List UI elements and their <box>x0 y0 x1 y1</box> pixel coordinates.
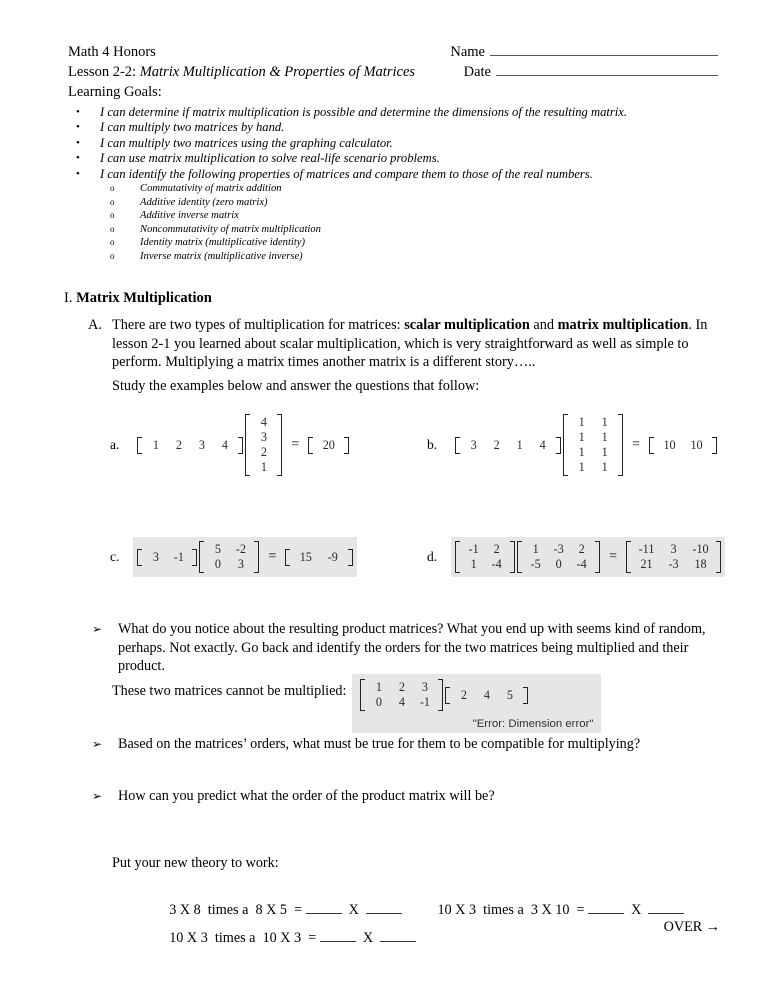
list-item <box>68 136 748 151</box>
matrix-cell: -11 <box>638 542 655 556</box>
matrix-cell: -4 <box>576 557 587 571</box>
answer-blank[interactable] <box>380 928 416 942</box>
matrix-row <box>570 415 616 430</box>
matrix-cell: 20 <box>322 437 335 452</box>
matrix-row <box>462 438 554 453</box>
matrix-row <box>524 542 593 557</box>
goal-text: I can multiply two matrices by hand. <box>100 120 285 135</box>
matrix-rows <box>631 541 716 573</box>
matrix-cell: 1 <box>516 437 523 452</box>
matrix-row <box>315 438 342 453</box>
equals-sign: = <box>268 549 277 564</box>
matrix-cell: 1 <box>578 415 585 429</box>
matrix-cell: 2 <box>493 542 500 556</box>
matrix-cell: 4 <box>398 695 405 709</box>
matrix-cell: -2 <box>235 542 246 556</box>
sub-goal-text: Identity matrix (multiplicative identity) <box>140 237 306 249</box>
item-marker-a: A. <box>88 317 102 333</box>
term-matrix-multiplication: matrix multiplication <box>557 317 689 333</box>
bullet-icon: • <box>76 167 80 180</box>
matrix-rows <box>365 679 438 711</box>
arrow-bullet-icon: ➢ <box>92 737 103 751</box>
bracket-right-icon <box>716 541 721 573</box>
sub-goal-text: Commutativity of matrix addition <box>140 183 282 195</box>
list-item <box>68 105 748 120</box>
matrix-row <box>524 557 593 572</box>
section-numeral: I. <box>64 290 73 306</box>
bullet-icon: • <box>76 106 80 118</box>
list-item <box>68 250 748 264</box>
matrix-rows <box>460 541 510 573</box>
matrix-b-left <box>455 436 561 455</box>
matrix-cell: 4 <box>483 687 490 702</box>
matrix-cell: 0 <box>214 557 221 571</box>
lesson-name: Matrix Multiplication & Properties of Matrices <box>139 64 416 80</box>
bracket-right-icon <box>192 549 197 566</box>
matrix-cell: -4 <box>491 557 502 571</box>
matrix-cell: 4 <box>221 437 228 452</box>
example-b <box>427 410 721 480</box>
matrix-cell: 0 <box>375 695 382 709</box>
matrix-cell: 1 <box>375 680 382 694</box>
matrix-row <box>206 542 252 557</box>
example-label-b: b. <box>427 437 438 452</box>
goal-text: I can identify the following properties of matrices and compare them to those of the real numbers. <box>100 166 593 181</box>
matrix-rows <box>522 541 595 573</box>
matrix-cell: 1 <box>578 445 585 459</box>
name-label: Name <box>450 44 485 60</box>
matrix-row <box>206 557 252 572</box>
matrix-cell: 1 <box>470 557 477 571</box>
bullet-icon: • <box>76 152 80 165</box>
matrix-cell: 15 <box>299 549 312 564</box>
matrix-cell: 2 <box>175 437 182 452</box>
learning-goals-list <box>68 105 748 264</box>
matrix-cell: 3 <box>421 680 428 694</box>
matrix-row <box>144 438 236 453</box>
matrix-cannot-left <box>360 678 443 712</box>
matrix-c-result <box>285 548 353 567</box>
matrix-row <box>144 550 190 565</box>
matrix-cell: 2 <box>578 542 585 556</box>
matrix-cell: -5 <box>530 557 541 571</box>
matrix-row <box>292 550 346 565</box>
matrix-rows <box>313 437 344 454</box>
learning-goals-title: Learning Goals: <box>68 84 162 100</box>
example-b-expression <box>451 410 721 480</box>
goal-text: I can determine if matrix multiplication is possible and determine the dimensions of the resulting matrix. <box>100 105 628 119</box>
matrix-row <box>462 557 508 572</box>
example-c-expression <box>133 537 357 577</box>
date-label: Date <box>463 64 491 80</box>
matrix-rows <box>250 414 277 476</box>
equals-sign: = <box>609 549 618 564</box>
term-scalar-multiplication: scalar multiplication <box>404 317 530 333</box>
section-title: Matrix Multiplication <box>76 290 212 306</box>
bracket-right-icon <box>523 687 528 704</box>
list-item <box>68 196 748 210</box>
matrix-row <box>367 695 436 710</box>
equals-sign: = <box>291 437 300 452</box>
matrix-row <box>252 415 275 430</box>
matrix-cell: 2 <box>460 687 467 702</box>
bracket-right-icon <box>344 437 349 454</box>
matrix-row <box>462 542 508 557</box>
bullet-icon: • <box>76 121 80 134</box>
question-1-text: What do you notice about the resulting product matrices? What you end up with seems kind of random, perhaps. Not exactly. Go back and identify the orders for the two matrices being multiplied and their product. <box>118 621 706 675</box>
goal-text: I can multiply two matrices using the graphing calculator. <box>100 135 393 150</box>
matrix-cell: 3 <box>152 549 159 564</box>
matrix-cell: 1 <box>601 445 608 459</box>
list-item <box>68 182 748 196</box>
matrix-cell: -3 <box>668 557 679 571</box>
matrix-cannot-right <box>445 686 528 705</box>
matrix-cell: 1 <box>601 430 608 444</box>
matrix-cell: 3 <box>260 430 267 444</box>
list-item <box>68 120 748 135</box>
lesson-number: Lesson 2-2: <box>68 64 137 80</box>
matrix-cell: 0 <box>555 557 562 571</box>
matrix-a-result <box>308 436 349 455</box>
sub-goal-text: Additive inverse matrix <box>140 210 239 222</box>
bracket-right-icon <box>510 541 515 573</box>
answer-blank[interactable] <box>648 900 684 914</box>
example-d <box>427 537 725 577</box>
theory-line-2 <box>155 911 416 964</box>
question-2 <box>92 735 732 754</box>
example-c <box>110 537 357 577</box>
name-field-group <box>450 42 718 62</box>
list-item <box>68 151 748 166</box>
matrix-cell: -1 <box>173 549 184 564</box>
matrix-rows <box>142 437 238 454</box>
lesson-title-group <box>68 63 464 82</box>
goal-text: I can use matrix multiplication to solve real-life scenario problems. <box>100 151 440 166</box>
example-label-c: c. <box>110 549 120 564</box>
matrix-rows <box>568 414 618 476</box>
matrix-rows <box>654 437 712 454</box>
bracket-right-icon <box>238 437 243 454</box>
bracket-right-icon <box>556 437 561 454</box>
example-a <box>110 410 353 480</box>
matrix-cell: 2 <box>398 680 405 694</box>
cannot-multiply-label: These two matrices cannot be multiplied: <box>112 683 347 699</box>
matrix-cell: -1 <box>468 542 479 556</box>
equals-sign: = <box>632 437 641 452</box>
sub-goal-text: Noncommutativity of matrix multiplication <box>140 223 321 235</box>
matrix-cell: 10 <box>663 437 676 452</box>
date-input-line[interactable] <box>496 62 718 76</box>
matrix-row <box>252 430 275 445</box>
matrix-cell: 1 <box>601 460 608 474</box>
matrix-cell: 5 <box>214 542 221 556</box>
times-symbol: X <box>631 902 642 918</box>
circle-bullet-icon: o <box>110 210 115 221</box>
para-a-text-3: . In lesson 2-1 you learned about scalar multiplication, which is very straightforward as well as simple to perform. Multiplying a matrix times another matrix is a different story….. <box>112 317 708 371</box>
bracket-right-icon <box>712 437 717 454</box>
bullet-icon: • <box>76 136 80 149</box>
matrix-cell: -10 <box>692 542 709 556</box>
times-symbol: X <box>362 930 374 946</box>
theory-practice-title: Put your new theory to work: <box>112 855 279 871</box>
error-expression <box>360 678 593 712</box>
question-3 <box>92 787 732 806</box>
list-item <box>68 167 748 182</box>
matrix-cell: 4 <box>539 437 546 452</box>
matrix-cell: 2 <box>493 437 500 452</box>
matrix-b-result <box>649 436 717 455</box>
matrix-row <box>656 438 710 453</box>
calculator-error-box <box>352 674 601 733</box>
circle-bullet-icon: o <box>110 251 115 261</box>
matrix-a-right <box>245 413 282 477</box>
sub-goal-text: Inverse matrix (multiplicative inverse) <box>140 251 303 262</box>
theory-problem-3-prompt: 10 X 3 times a 10 X 3 = <box>169 930 320 946</box>
list-item <box>68 236 748 250</box>
circle-bullet-icon: o <box>110 183 115 194</box>
paragraph-a <box>88 316 724 372</box>
matrix-d-result <box>626 540 721 574</box>
matrix-d-right <box>517 540 600 574</box>
course-title: Math 4 Honors <box>68 44 156 60</box>
matrix-cell: 1 <box>578 460 585 474</box>
error-message: "Error: Dimension error" <box>472 718 594 730</box>
study-instruction: Study the examples below and answer the questions that follow: <box>112 378 480 394</box>
matrix-cell: 4 <box>260 415 267 429</box>
matrix-row <box>633 542 714 557</box>
matrix-cell: 21 <box>640 557 653 571</box>
matrix-row <box>633 557 714 572</box>
question-3-text: How can you predict what the order of the product matrix will be? <box>118 788 495 804</box>
times-symbol: X <box>348 902 359 918</box>
paragraph-a-body <box>112 316 724 372</box>
section-heading <box>64 290 212 307</box>
over-page-indicator: OVER → <box>663 919 720 935</box>
theory-problem-1-prompt: 3 X 8 times a 8 X 5 = <box>169 902 306 918</box>
matrix-d-left <box>455 540 515 574</box>
matrix-row <box>367 680 436 695</box>
example-label-a: a. <box>110 437 120 452</box>
matrix-cell: 3 <box>670 542 677 556</box>
header-row-1 <box>68 42 718 62</box>
answer-blank[interactable] <box>588 900 624 914</box>
matrix-c-right <box>199 540 259 574</box>
matrix-c-left <box>137 548 197 567</box>
arrow-bullet-icon: ➢ <box>92 789 103 803</box>
matrix-cell: 3 <box>237 557 244 571</box>
question-1 <box>92 620 732 676</box>
example-d-expression <box>451 537 725 577</box>
matrix-cell: 1 <box>601 415 608 429</box>
document-header <box>68 42 718 82</box>
matrix-rows <box>204 541 254 573</box>
matrix-row <box>252 445 275 460</box>
matrix-b-right <box>563 413 623 477</box>
date-field-group <box>464 62 718 82</box>
bracket-right-icon <box>254 541 259 573</box>
name-input-line[interactable] <box>490 42 718 56</box>
matrix-row <box>570 460 616 475</box>
answer-blank[interactable] <box>320 928 356 942</box>
matrix-rows <box>460 437 556 454</box>
matrix-cell: -9 <box>327 549 338 564</box>
matrix-cell: 1 <box>578 430 585 444</box>
matrix-rows <box>142 549 192 566</box>
matrix-cell: 5 <box>506 687 513 702</box>
circle-bullet-icon: o <box>110 196 115 207</box>
list-item <box>68 209 748 223</box>
sub-goal-text: Additive identity (zero matrix) <box>140 196 268 208</box>
matrix-cell: 18 <box>694 557 707 571</box>
bracket-right-icon <box>618 414 623 476</box>
matrix-cell: 10 <box>690 437 703 452</box>
matrix-a-left <box>137 436 243 455</box>
bracket-right-icon <box>348 549 353 566</box>
bracket-right-icon <box>438 679 443 711</box>
theory-problem-2-prompt: 10 X 3 times a 3 X 10 = <box>437 902 589 918</box>
list-item <box>68 223 748 237</box>
matrix-row <box>452 688 521 703</box>
header-row-2 <box>68 62 718 82</box>
para-a-text-2: and <box>529 317 558 333</box>
arrow-bullet-icon: ➢ <box>92 622 103 636</box>
matrix-cell: 1 <box>532 542 539 556</box>
matrix-row <box>570 445 616 460</box>
example-label-d: d. <box>427 549 438 564</box>
para-a-text-1: There are two types of multiplication for matrices: <box>112 317 405 333</box>
matrix-cell: -1 <box>419 695 430 709</box>
matrix-rows <box>450 687 523 704</box>
bracket-right-icon <box>277 414 282 476</box>
matrix-cell: 1 <box>152 437 159 452</box>
circle-bullet-icon: o <box>110 237 115 248</box>
matrix-row <box>252 460 275 475</box>
cannot-multiply-example <box>112 674 601 733</box>
matrix-row <box>570 430 616 445</box>
matrix-rows <box>290 549 348 566</box>
matrix-cell: 3 <box>198 437 205 452</box>
question-2-text: Based on the matrices’ orders, what must be true for them to be compatible for multiplying? <box>118 736 641 752</box>
matrix-cell: -3 <box>553 542 564 556</box>
circle-bullet-icon: o <box>110 223 115 234</box>
matrix-cell: 2 <box>260 445 267 459</box>
example-a-expression <box>133 410 353 480</box>
matrix-cell: 1 <box>260 460 267 474</box>
matrix-cell: 3 <box>470 437 477 452</box>
bracket-right-icon <box>595 541 600 573</box>
